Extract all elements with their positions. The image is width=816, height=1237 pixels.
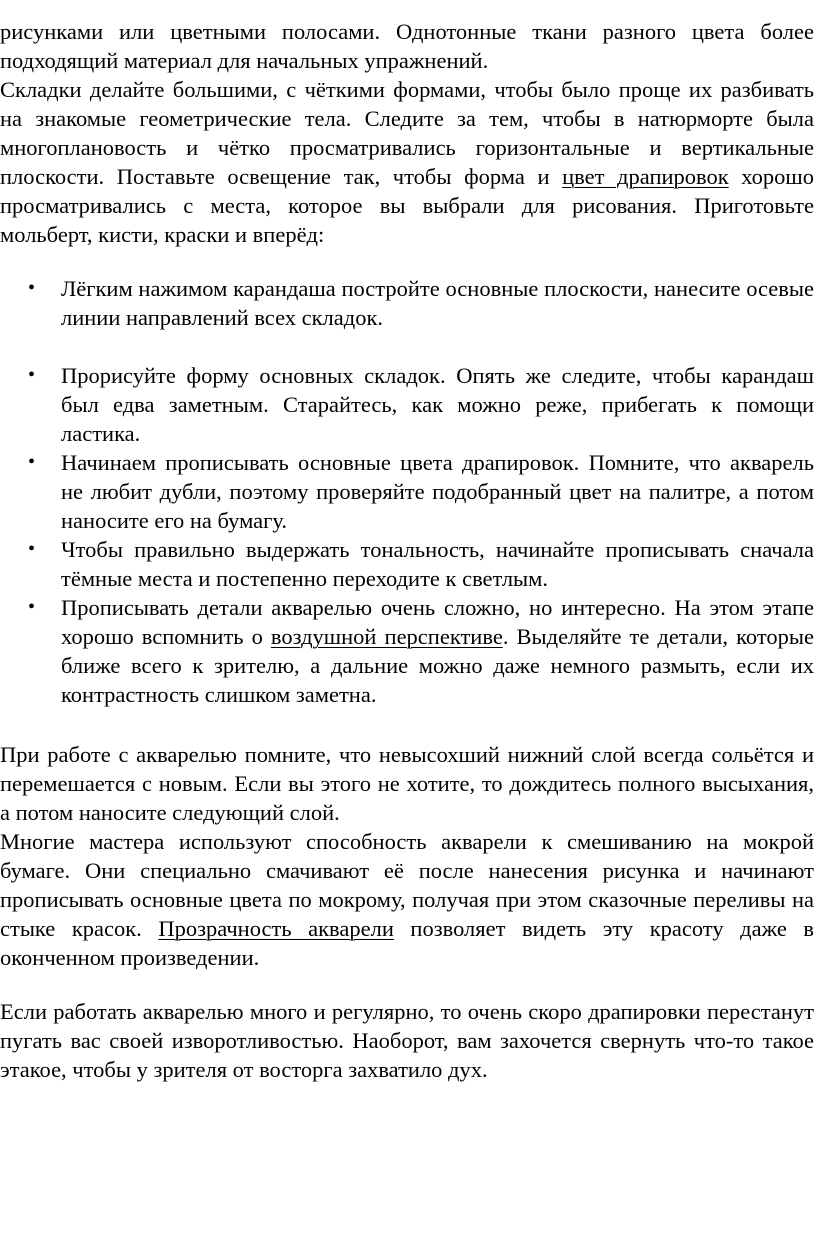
setup-text-before-link: Складки делайте большими, с чёткими формами, чтобы было проще их разбивать на знакомые геометрические тела. Следите за тем, чтобы в натюрморте была многоплановость и чётко просматривались горизонтальные и вертикальные плоскости. Поставьте освещение так, чтобы форма и [0,77,814,189]
spacer [0,972,814,997]
step-text: Лёгким нажимом карандаша постройте основные плоскости, нанесите осевые линии направлений всех складок. [61,276,814,330]
aerial-perspective-link[interactable]: воздушной перспективе [270,624,503,649]
bullet-icon: • [28,451,36,473]
spacer [0,709,814,740]
wet-technique-paragraph [0,827,814,972]
list-item [0,361,814,448]
bullet-icon: • [28,364,36,386]
setup-text-after-link: хорошо просматривались с места, которое вы выбрали для рисования. Приготовьте мольберт, кисти, краски и вперёд: [0,164,814,247]
setup-paragraph [0,75,814,249]
intro-paragraph: рисунками или цветными полосами. Однотонные ткани разного цвета более подходящий материал для начальных упражнений. [0,19,814,73]
step-text: Чтобы правильно выдержать тональность, начинайте прописывать сначала тёмные места и постепенно переходите к светлым. [61,537,814,591]
list-item [0,535,814,593]
closing-paragraph: Если работать акварелью много и регулярно, то очень скоро драпировки перестанут пугать вас своей изворотливостью. Наоборот, вам захочется свернуть что-то такое этакое, чтобы у зрителя от восторга захватило дух. [0,999,814,1082]
list-item [0,448,814,535]
drapery-color-link[interactable]: цвет драпировок [562,164,729,189]
wet-text-before-link: Многие мастера используют способность акварели к смешиванию на мокрой бумаге. Они специально смачивают её после нанесения рисунка и начинают прописывать основные цвета по мокрому, получая при этом сказочные переливы на стыке красок. [0,829,814,941]
list-item [0,593,814,709]
steps-list [0,274,814,709]
bullet-icon: • [28,277,36,299]
spacer [0,249,814,274]
bullet-icon: • [28,538,36,560]
step-text-before-link: Прописывать детали акварелью очень сложно, но интересно. На этом этапе хорошо вспомнить о [61,595,814,649]
step-text: Прорисуйте форму основных складок. Опять же следите, чтобы карандаш был едва заметным. Старайтесь, как можно реже, прибегать к помощи ластика. [61,363,814,446]
watercolor-transparency-link[interactable]: Прозрачность акварели [158,916,394,941]
document-page [0,17,814,1084]
wet-text-after-link: позволяет видеть эту красоту даже в оконченном произведении. [0,916,814,970]
bullet-icon: • [28,596,36,618]
step-text: Начинаем прописывать основные цвета драпировок. Помните, что акварель не любит дубли, поэтому проверяйте подобранный цвет на палитре, а потом наносите его на бумагу. [61,450,814,533]
layers-paragraph: При работе с акварелью помните, что невысохший нижний слой всегда сольётся и перемешается с новым. Если вы этого не хотите, то дождитесь полного высыхания, а потом наносите следующий слой. [0,742,814,825]
step-text-after-link: . Выделяйте те детали, которые ближе всего к зрителю, а дальние можно даже немного размыть, если их контрастность слишком заметна. [61,624,814,707]
list-item [0,274,814,332]
